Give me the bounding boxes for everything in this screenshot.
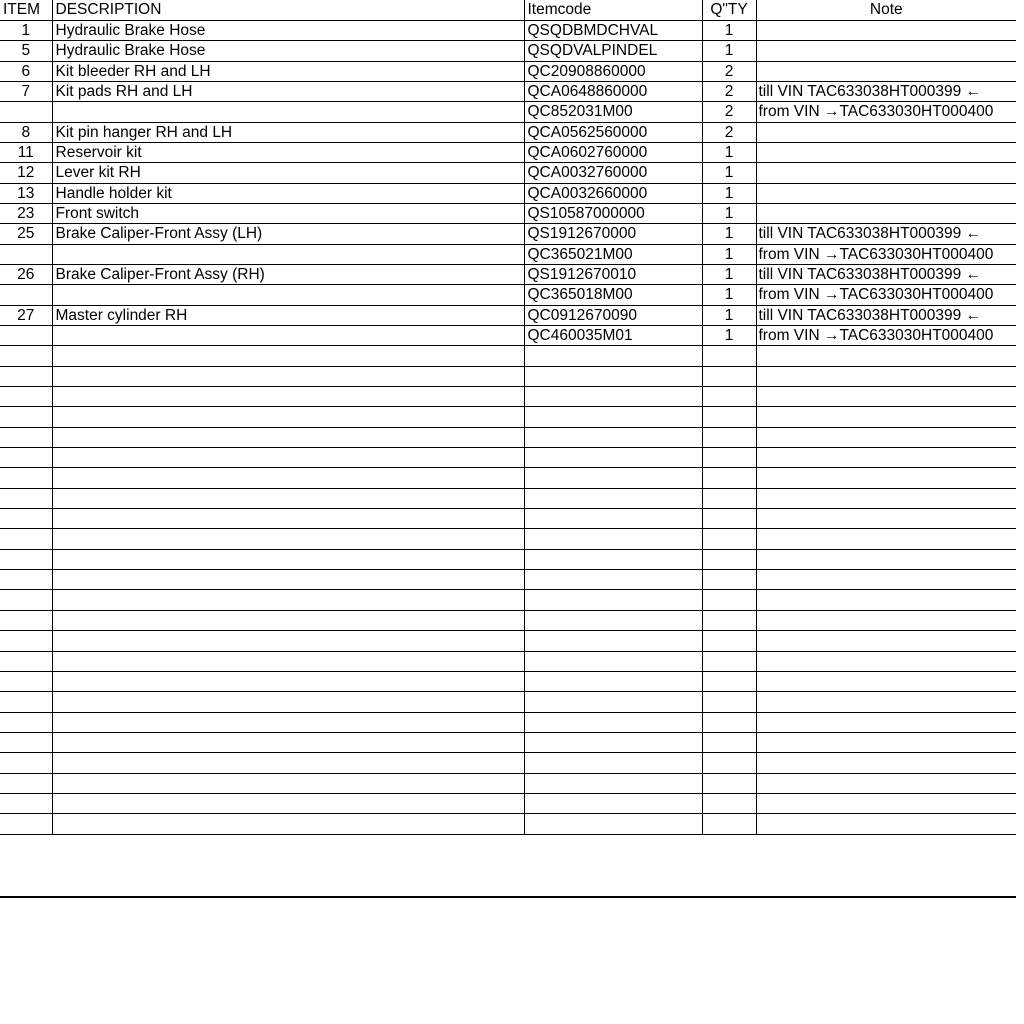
empty-row [0,692,1016,712]
empty-cell [524,671,702,691]
cell-item: 1 [0,20,52,40]
empty-cell [524,549,702,569]
empty-cell [756,732,1016,752]
table-row [0,122,1016,142]
table-row [0,183,1016,203]
cell-itemcode: QC460035M01 [524,326,702,346]
cell-note: till VIN TAC633038HT000399 ← [756,81,1016,101]
empty-row [0,427,1016,447]
table-row [0,61,1016,81]
cell-itemcode: QCA0032660000 [524,183,702,203]
empty-cell [524,387,702,407]
cell-qty: 1 [702,305,756,325]
empty-cell [52,610,524,630]
cell-qty: 2 [702,81,756,101]
empty-cell [756,549,1016,569]
empty-row [0,712,1016,732]
empty-cell [0,427,52,447]
cell-qty: 1 [702,20,756,40]
cell-description [52,285,524,305]
empty-cell [702,671,756,691]
empty-cell [702,631,756,651]
empty-cell [756,793,1016,813]
cell-item: 11 [0,142,52,162]
empty-cell [0,692,52,712]
empty-cell [52,692,524,712]
empty-cell [756,468,1016,488]
empty-cell [702,529,756,549]
empty-cell [524,631,702,651]
empty-cell [524,509,702,529]
empty-cell [702,773,756,793]
empty-cell [52,651,524,671]
empty-row [0,671,1016,691]
empty-cell [0,712,52,732]
cell-item [0,285,52,305]
empty-cell [52,387,524,407]
cell-itemcode: QS1912670000 [524,224,702,244]
empty-cell [702,407,756,427]
cell-itemcode: QS10587000000 [524,203,702,223]
empty-cell [756,631,1016,651]
cell-item: 12 [0,163,52,183]
cell-description: Hydraulic Brake Hose [52,20,524,40]
empty-cell [52,346,524,366]
empty-cell [524,732,702,752]
empty-cell [52,427,524,447]
empty-cell [52,773,524,793]
empty-cell [702,509,756,529]
empty-cell [702,570,756,590]
cell-description [52,326,524,346]
cell-itemcode: QC365018M00 [524,285,702,305]
empty-cell [756,529,1016,549]
cell-note [756,61,1016,81]
empty-cell [0,814,52,834]
empty-cell [0,793,52,813]
empty-cell [756,346,1016,366]
header-note: Note [756,0,1016,20]
cell-item [0,244,52,264]
empty-cell [52,814,524,834]
cell-qty: 1 [702,224,756,244]
empty-cell [524,488,702,508]
empty-cell [756,509,1016,529]
cell-qty: 1 [702,163,756,183]
empty-cell [702,732,756,752]
empty-cell [524,610,702,630]
cell-item: 27 [0,305,52,325]
cell-note: till VIN TAC633038HT000399 ← [756,305,1016,325]
empty-cell [0,346,52,366]
cell-note: till VIN TAC633038HT000399 ← [756,264,1016,284]
cell-description: Kit pads RH and LH [52,81,524,101]
empty-cell [702,346,756,366]
empty-cell [52,529,524,549]
cell-note [756,142,1016,162]
empty-cell [702,468,756,488]
empty-cell [756,570,1016,590]
empty-cell [524,692,702,712]
cell-item [0,102,52,122]
empty-row [0,590,1016,610]
cell-description: Front switch [52,203,524,223]
cell-itemcode: QSQDVALPINDEL [524,41,702,61]
empty-cell [756,366,1016,386]
empty-cell [524,651,702,671]
empty-cell [524,814,702,834]
empty-cell [702,692,756,712]
empty-cell [756,427,1016,447]
empty-cell [52,366,524,386]
cell-qty: 1 [702,142,756,162]
header-itemcode: Itemcode [524,0,702,20]
cell-description: Brake Caliper-Front Assy (LH) [52,224,524,244]
table-row [0,264,1016,284]
empty-cell [524,448,702,468]
empty-cell [702,387,756,407]
cell-itemcode: QCA0032760000 [524,163,702,183]
cell-note: from VIN →TAC633030HT000400 [756,285,1016,305]
empty-cell [756,448,1016,468]
header-qty: Q"TY [702,0,756,20]
cell-description: Master cylinder RH [52,305,524,325]
header-description: DESCRIPTION [52,0,524,20]
empty-cell [0,366,52,386]
cell-qty: 1 [702,264,756,284]
cell-qty: 1 [702,203,756,223]
empty-cell [0,651,52,671]
cell-description: Reservoir kit [52,142,524,162]
cell-qty: 2 [702,61,756,81]
empty-cell [524,407,702,427]
bottom-rule [0,896,1016,898]
cell-itemcode: QS1912670010 [524,264,702,284]
empty-cell [702,651,756,671]
cell-itemcode: QSQDBMDCHVAL [524,20,702,40]
empty-cell [0,549,52,569]
empty-cell [702,814,756,834]
table-row [0,285,1016,305]
cell-itemcode: QCA0648860000 [524,81,702,101]
empty-row [0,488,1016,508]
empty-row [0,732,1016,752]
cell-note [756,203,1016,223]
empty-cell [0,509,52,529]
empty-cell [702,427,756,447]
empty-cell [52,468,524,488]
empty-cell [0,468,52,488]
empty-cell [756,651,1016,671]
cell-description: Handle holder kit [52,183,524,203]
empty-cell [756,692,1016,712]
cell-itemcode: QC852031M00 [524,102,702,122]
cell-note [756,163,1016,183]
empty-cell [524,529,702,549]
empty-cell [52,732,524,752]
empty-cell [0,590,52,610]
empty-cell [0,732,52,752]
empty-cell [52,448,524,468]
empty-cell [52,631,524,651]
empty-row [0,366,1016,386]
cell-qty: 1 [702,183,756,203]
empty-cell [524,590,702,610]
empty-cell [52,407,524,427]
empty-cell [52,671,524,691]
table-body [0,20,1016,834]
table-row [0,102,1016,122]
cell-note [756,41,1016,61]
empty-cell [756,671,1016,691]
empty-cell [756,407,1016,427]
cell-description [52,102,524,122]
empty-cell [702,753,756,773]
cell-itemcode: QC0912670090 [524,305,702,325]
cell-item: 8 [0,122,52,142]
cell-description: Lever kit RH [52,163,524,183]
empty-cell [52,793,524,813]
empty-cell [0,387,52,407]
empty-cell [52,590,524,610]
empty-cell [52,712,524,732]
empty-cell [756,387,1016,407]
empty-cell [524,712,702,732]
empty-cell [0,488,52,508]
cell-description: Kit pin hanger RH and LH [52,122,524,142]
empty-row [0,651,1016,671]
cell-description: Hydraulic Brake Hose [52,41,524,61]
empty-row [0,610,1016,630]
cell-itemcode: QC365021M00 [524,244,702,264]
empty-cell [524,468,702,488]
empty-cell [0,753,52,773]
cell-item: 7 [0,81,52,101]
cell-item [0,326,52,346]
cell-note [756,20,1016,40]
empty-cell [756,590,1016,610]
empty-cell [702,610,756,630]
table-row [0,326,1016,346]
cell-note: from VIN →TAC633030HT000400 [756,102,1016,122]
cell-itemcode: QCA0562560000 [524,122,702,142]
cell-qty: 1 [702,41,756,61]
empty-cell [0,671,52,691]
empty-cell [52,509,524,529]
empty-row [0,448,1016,468]
cell-description [52,244,524,264]
empty-cell [756,610,1016,630]
table-row [0,203,1016,223]
cell-qty: 1 [702,326,756,346]
empty-cell [524,753,702,773]
table-row [0,20,1016,40]
cell-note: till VIN TAC633038HT000399 ← [756,224,1016,244]
cell-item: 13 [0,183,52,203]
table-row [0,81,1016,101]
header-item: ITEM [0,0,52,20]
cell-item: 23 [0,203,52,223]
empty-cell [0,529,52,549]
empty-cell [0,448,52,468]
header-row [0,0,1016,20]
cell-note [756,183,1016,203]
cell-itemcode: QCA0602760000 [524,142,702,162]
empty-row [0,549,1016,569]
table-row [0,305,1016,325]
empty-cell [52,549,524,569]
empty-cell [702,549,756,569]
empty-cell [702,448,756,468]
table-row [0,244,1016,264]
empty-row [0,407,1016,427]
empty-cell [0,570,52,590]
empty-cell [52,753,524,773]
empty-cell [524,570,702,590]
empty-cell [756,712,1016,732]
cell-note [756,122,1016,142]
empty-cell [756,488,1016,508]
empty-cell [702,488,756,508]
table-row [0,224,1016,244]
empty-cell [756,814,1016,834]
cell-item: 25 [0,224,52,244]
cell-note: from VIN →TAC633030HT000400 [756,244,1016,264]
cell-qty: 2 [702,122,756,142]
table-row [0,142,1016,162]
empty-cell [0,407,52,427]
cell-description: Brake Caliper-Front Assy (RH) [52,264,524,284]
empty-cell [0,631,52,651]
empty-cell [702,793,756,813]
empty-cell [52,570,524,590]
empty-row [0,509,1016,529]
empty-cell [756,753,1016,773]
empty-row [0,631,1016,651]
empty-row [0,468,1016,488]
cell-item: 5 [0,41,52,61]
cell-itemcode: QC20908860000 [524,61,702,81]
empty-cell [756,773,1016,793]
empty-cell [524,427,702,447]
empty-row [0,773,1016,793]
cell-qty: 1 [702,285,756,305]
empty-row [0,814,1016,834]
cell-description: Kit bleeder RH and LH [52,61,524,81]
empty-row [0,570,1016,590]
empty-cell [702,590,756,610]
cell-item: 26 [0,264,52,284]
empty-row [0,387,1016,407]
cell-qty: 2 [702,102,756,122]
empty-row [0,793,1016,813]
empty-cell [702,712,756,732]
cell-item: 6 [0,61,52,81]
cell-qty: 1 [702,244,756,264]
empty-cell [524,793,702,813]
empty-cell [524,366,702,386]
empty-row [0,753,1016,773]
empty-cell [0,773,52,793]
table-row [0,163,1016,183]
empty-cell [524,773,702,793]
empty-cell [702,366,756,386]
empty-row [0,529,1016,549]
empty-cell [52,488,524,508]
empty-row [0,346,1016,366]
empty-cell [0,610,52,630]
empty-cell [524,346,702,366]
table-row [0,41,1016,61]
cell-note: from VIN →TAC633030HT000400 [756,326,1016,346]
